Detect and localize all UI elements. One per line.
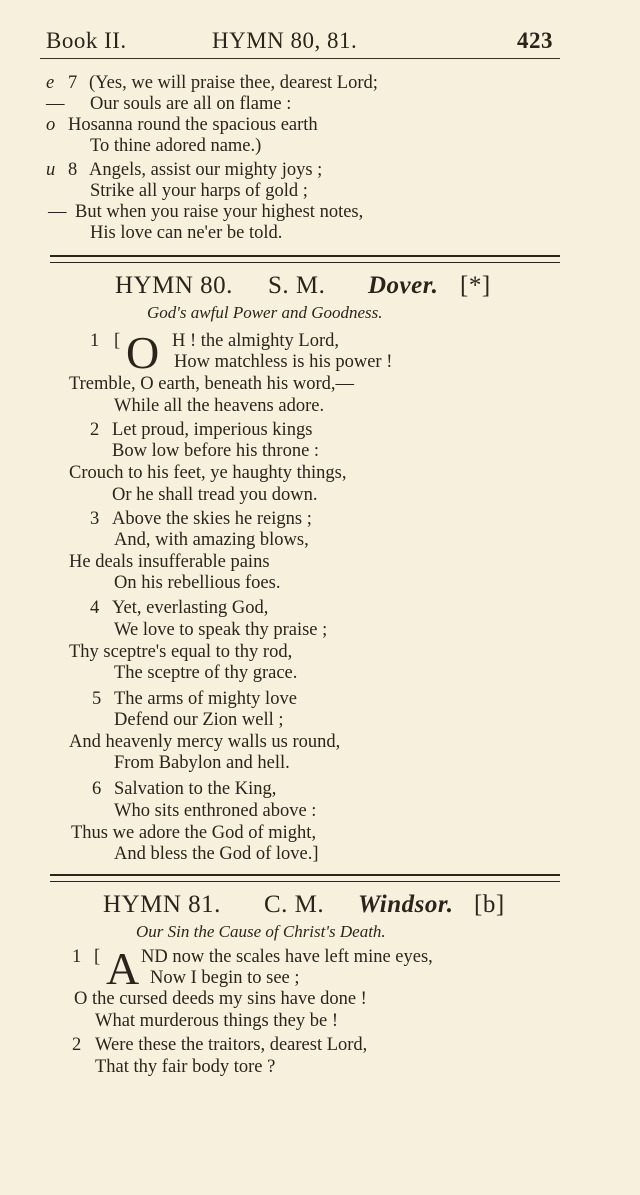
verse-line: Salvation to the King,: [114, 779, 277, 799]
stanza-number: 2: [72, 1035, 82, 1055]
bracket: [: [94, 947, 101, 967]
hymn-subtitle: Our Sin the Cause of Christ's Death.: [136, 922, 386, 941]
stanza-number: 6: [92, 779, 102, 799]
stanza-number: 4: [90, 598, 100, 618]
verse-line: And heavenly mercy walls us round,: [69, 732, 341, 752]
verse-line: The sceptre of thy grace.: [114, 663, 298, 683]
verse-line: His love can ne'er be told.: [90, 223, 283, 243]
verse-line: Thus we adore the God of might,: [71, 823, 317, 843]
stanza-number: 1: [72, 947, 82, 967]
verse-line: ND now the scales have left mine eyes,: [141, 947, 433, 967]
verse-line: Bow low before his throne :: [112, 441, 320, 461]
verse-line: Hosanna round the spacious earth: [68, 115, 318, 135]
header-rule: [40, 58, 560, 59]
verse-line: O the cursed deeds my sins have done !: [74, 989, 367, 1009]
verse-line: That thy fair body tore ?: [95, 1057, 276, 1077]
verse-line: We love to speak thy praise ;: [114, 620, 328, 640]
drop-cap: O: [126, 327, 160, 378]
verse-line: On his rebellious foes.: [114, 573, 281, 593]
verse-line: Or he shall tread you down.: [112, 485, 318, 505]
section-rule: [50, 874, 560, 882]
verse-line: Tremble, O earth, beneath his word,—: [69, 374, 354, 394]
verse-line: And, with amazing blows,: [114, 530, 309, 550]
verse-line: Now I begin to see ;: [150, 968, 300, 988]
verse-line: Our souls are all on flame :: [90, 94, 292, 114]
hymn-key: [b]: [474, 891, 505, 918]
verse-line: Thy sceptre's equal to thy rod,: [69, 642, 293, 662]
verse-line: H ! the almighty Lord,: [172, 331, 339, 351]
hymn-title: HYMN 81.: [103, 891, 221, 918]
verse-line: Strike all your harps of gold ;: [90, 181, 308, 201]
verse-line: Above the skies he reigns ;: [112, 509, 312, 529]
stanza-number: 3: [90, 509, 100, 529]
drop-cap: A: [106, 943, 140, 994]
line-mark: —: [46, 94, 65, 114]
verse-line: From Babylon and hell.: [114, 753, 290, 773]
verse-line: Defend our Zion well ;: [114, 710, 284, 730]
verse-line: Who sits enthroned above :: [114, 801, 317, 821]
verse-line: Angels, assist our mighty joys ;: [89, 160, 323, 180]
verse-line: While all the heavens adore.: [114, 396, 325, 416]
header-title: HYMN 80, 81.: [212, 28, 358, 53]
verse-line: To thine adored name.): [90, 136, 262, 156]
verse-line: And bless the God of love.]: [114, 844, 319, 864]
hymn-tune: Dover.: [368, 272, 439, 299]
verse-line: He deals insufferable pains: [69, 552, 270, 572]
hymn-meter: S. M.: [268, 272, 326, 299]
hymn-meter: C. M.: [264, 891, 325, 918]
page-number: 423: [517, 28, 553, 53]
hymn-key: [*]: [460, 272, 491, 299]
line-mark: e: [46, 73, 55, 93]
verse-line: (Yes, we will praise thee, dearest Lord;: [89, 73, 378, 93]
stanza-number: 2: [90, 420, 100, 440]
line-mark: —: [48, 202, 67, 222]
verse-line: How matchless is his power !: [174, 352, 393, 372]
verse-line: The arms of mighty love: [114, 689, 297, 709]
verse-line: Were these the traitors, dearest Lord,: [95, 1035, 368, 1055]
bracket: [: [114, 331, 121, 351]
verse-line: But when you raise your highest notes,: [75, 202, 364, 222]
hymn-title: HYMN 80.: [115, 272, 233, 299]
hymn-subtitle: God's awful Power and Goodness.: [147, 303, 383, 322]
hymn-tune: Windsor.: [358, 891, 454, 918]
verse-line: Crouch to his feet, ye haughty things,: [69, 463, 347, 483]
line-mark: o: [46, 115, 56, 135]
line-mark: u: [46, 160, 56, 180]
section-rule: [50, 255, 560, 263]
verse-line: What murderous things they be !: [95, 1011, 339, 1031]
stanza-number: 1: [90, 331, 100, 351]
verse-line: Let proud, imperious kings: [112, 420, 313, 440]
header-book: Book II.: [46, 28, 127, 53]
stanza-number: 5: [92, 689, 102, 709]
verse-line: Yet, everlasting God,: [112, 598, 269, 618]
stanza-number: 7: [68, 73, 78, 93]
stanza-number: 8: [68, 160, 78, 180]
